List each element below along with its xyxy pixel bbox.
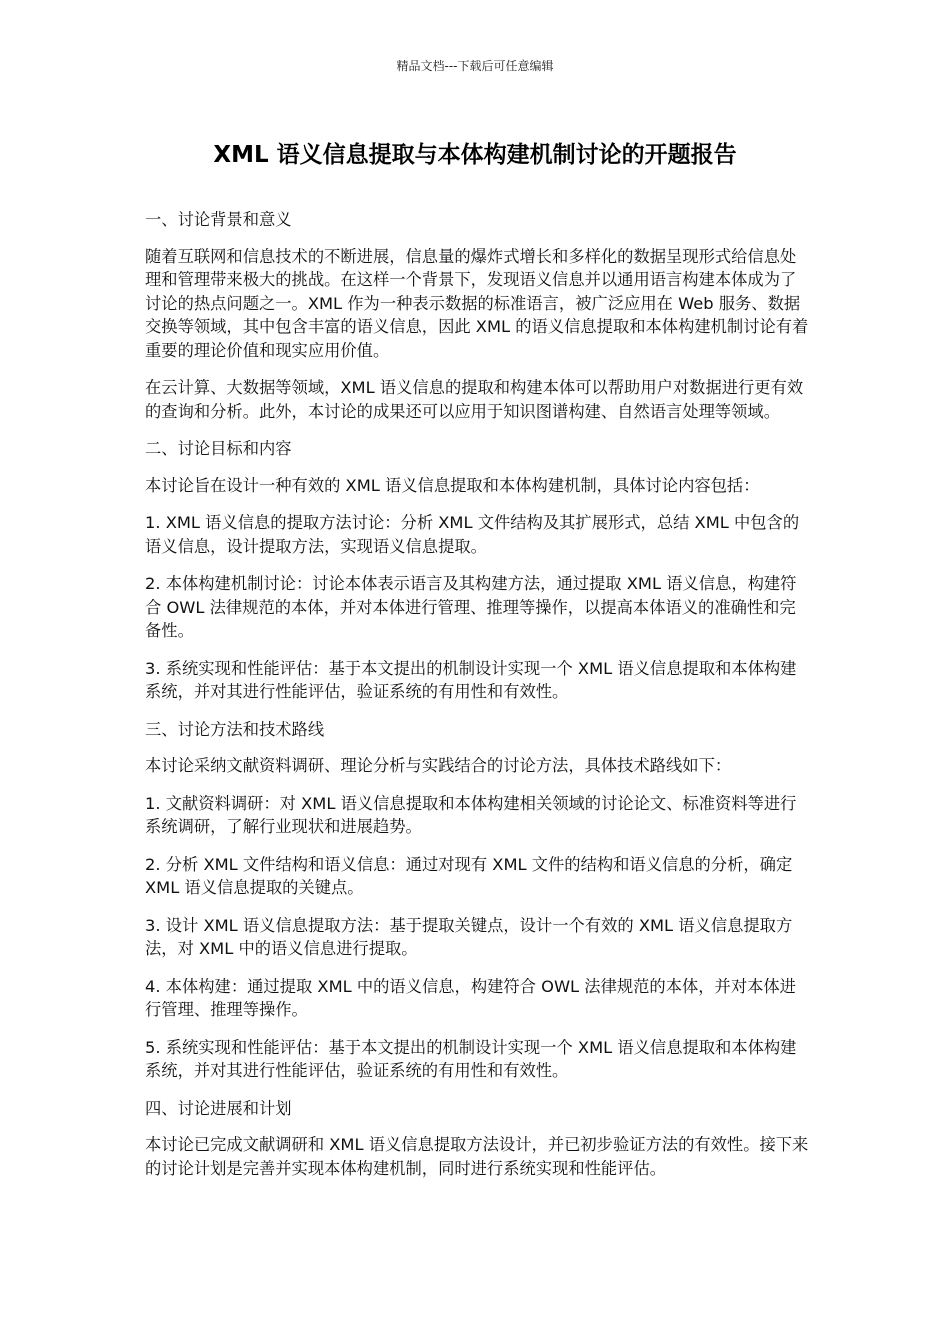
document-title: XML 语义信息提取与本体构建机制讨论的开题报告 (213, 142, 737, 168)
paragraph: 本讨论采纳文献资料调研、理论分析与实践结合的讨论方法，具体技术路线如下： (145, 756, 732, 775)
list-item: 1. XML 语义信息的提取方法讨论：分析 XML 文件结构及其扩展形式，总结 XML 中包含的语义信息，设计提取方法，实现语义信息提取。 (145, 513, 800, 556)
list-item: 1. 文献资料调研：对 XML 语义信息提取和本体构建相关领域的讨论论文、标准资料等进行系统调研，了解行业现状和进展趋势。 (145, 793, 797, 836)
paragraph: 本讨论旨在设计一种有效的 XML 语义信息提取和本体构建机制，具体讨论内容包括： (145, 475, 760, 495)
section-heading-progress: 四、讨论进展和计划 (145, 1098, 292, 1118)
paragraph: 本讨论已完成文献调研和 XML 语义信息提取方法设计，并已初步验证方法的有效性。接下来的讨论计划是完善并实现本体构建机制，同时进行系统实现和性能评估。 (145, 1135, 809, 1178)
section-heading-methods: 三、讨论方法和技术路线 (145, 719, 325, 739)
list-item: 5. 系统实现和性能评估：基于本文提出的机制设计实现一个 XML 语义信息提取和本体构建系统，并对其进行性能评估，验证系统的有用性和有效性。 (145, 1037, 797, 1080)
list-item: 4. 本体构建：通过提取 XML 中的语义信息，构建符合 OWL 法律规范的本体，并对本体进行管理、推理等操作。 (145, 976, 796, 1019)
section-heading-background: 一、讨论背景和意义 (145, 210, 292, 229)
paragraph: 随着互联网和信息技术的不断进展，信息量的爆炸式增长和多样化的数据呈现形式给信息处理和管理带来极大的挑战。在这样一个背景下，发现语义信息并以通用语言构建本体成为了讨论的热点问题之一。XML 作为一种表示数据的标准语言，被广泛应用在 Web 服务、数据交换等领域，其中包含丰富的语义信息，因此 XML 的语义信息提取和本体构建机制讨论有着重要的理论价值和现实应用价值。 (145, 246, 809, 360)
list-item: 3. 系统实现和性能评估：基于本文提出的机制设计实现一个 XML 语义信息提取和本体构建系统，并对其进行性能评估，验证系统的有用性和有效性。 (145, 658, 797, 701)
paragraph: 在云计算、大数据等领域，XML 语义信息的提取和构建本体可以帮助用户对数据进行更有效的查询和分析。此外，本讨论的成果还可以应用于知识图谱构建、自然语言处理等领域。 (145, 378, 804, 421)
page-header: 精品文档---下载后可任意编辑 (396, 59, 554, 73)
list-item: 2. 本体构建机制讨论：讨论本体表示语言及其构建方法，通过提取 XML 语义信息，构建符合 OWL 法律规范的本体，并对本体进行管理、推理等操作，以提高本体语义的准确性和完备性。 (145, 574, 797, 640)
section-heading-goals: 二、讨论目标和内容 (145, 439, 292, 458)
document-body (145, 208, 810, 1194)
list-item: 3. 设计 XML 语义信息提取方法：基于提取关键点，设计一个有效的 XML 语义信息提取方法，对 XML 中的语义信息进行提取。 (145, 915, 793, 958)
list-item: 2. 分析 XML 文件结构和语义信息：通过对现有 XML 文件的结构和语义信息的分析，确定 XML 语义信息提取的关键点。 (145, 854, 793, 897)
